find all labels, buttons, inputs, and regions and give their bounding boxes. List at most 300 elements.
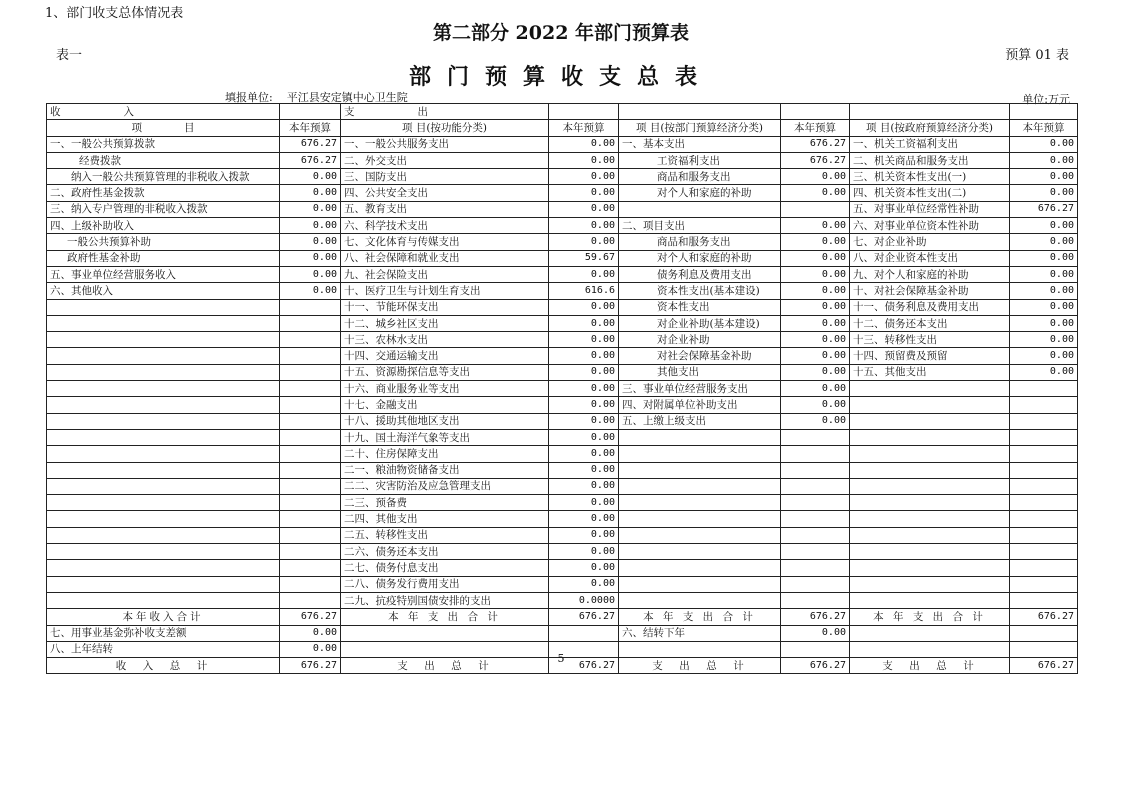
cell-income-budget: 0.00 — [280, 234, 341, 250]
cell-function-item: 十三、农林水支出 — [341, 332, 549, 348]
cell-income-item — [47, 332, 280, 348]
cell-gov-econ-budget: 0.00 — [1010, 266, 1078, 282]
section-header-row — [47, 104, 1078, 120]
table-row — [47, 576, 1078, 592]
cell-function-item: 二六、债务还本支出 — [341, 544, 549, 560]
cell-dept-econ-budget: 0.00 — [781, 413, 850, 429]
cell-gov-econ-item: 七、对企业补助 — [850, 234, 1010, 250]
cell-income-item: 六、其他收入 — [47, 283, 280, 299]
cell-function-item: 七、文化体育与传媒支出 — [341, 234, 549, 250]
cell-function-budget: 0.00 — [549, 315, 619, 331]
table-row — [47, 234, 1078, 250]
table-row — [47, 250, 1078, 266]
cell-dept-econ-item: 一、基本支出 — [619, 136, 781, 152]
cell-dept-econ-budget: 0.00 — [781, 315, 850, 331]
cell-dept-econ-item: 四、对附属单位补助支出 — [619, 397, 781, 413]
cell-gov-econ-budget — [1010, 462, 1078, 478]
cell-income-budget — [280, 511, 341, 527]
cell-income-item — [47, 478, 280, 494]
table-row — [47, 266, 1078, 282]
cell-dept-econ-item — [619, 495, 781, 511]
cell-dept-econ-item — [619, 511, 781, 527]
cell-dept-econ-item — [619, 429, 781, 445]
cell-gov-econ-item — [850, 544, 1010, 560]
cell-income-item — [47, 413, 280, 429]
cell-dept-econ-budget — [781, 544, 850, 560]
cell-gov-econ-budget — [1010, 397, 1078, 413]
table-number: 表一 — [56, 48, 83, 63]
cell-income-budget: 676.27 — [280, 136, 341, 152]
table-row — [47, 169, 1078, 185]
cell-gov-econ-budget: 676.27 — [1010, 658, 1078, 674]
cell-function-item — [341, 625, 549, 641]
cell-dept-econ-item: 对个人和家庭的补助 — [619, 185, 781, 201]
cell-dept-econ-item — [619, 576, 781, 592]
cell-function-item: 十八、援助其他地区支出 — [341, 413, 549, 429]
cell-income-item: 一般公共预算补助 — [47, 234, 280, 250]
cell-function-budget: 0.00 — [549, 152, 619, 168]
cell-dept-econ-item: 对个人和家庭的补助 — [619, 250, 781, 266]
document-heading: 1、部门收支总体情况表 — [45, 6, 184, 21]
cell-dept-econ-budget — [781, 201, 850, 217]
cell-income-item — [47, 462, 280, 478]
cell-gov-econ-budget: 0.00 — [1010, 315, 1078, 331]
cell-income-budget: 0.00 — [280, 185, 341, 201]
table-row — [47, 544, 1078, 560]
table-row — [47, 478, 1078, 494]
cell-gov-econ-item: 十二、债务还本支出 — [850, 315, 1010, 331]
cell-dept-econ-item: 对企业补助(基本建设) — [619, 315, 781, 331]
col-header-dept-econ-budget: 本年预算 — [781, 120, 850, 136]
cell-gov-econ-budget — [1010, 446, 1078, 462]
cell-income-budget — [280, 446, 341, 462]
cell-function-budget: 0.00 — [549, 266, 619, 282]
cell-function-budget: 0.00 — [549, 381, 619, 397]
table-row — [47, 462, 1078, 478]
cell-function-budget: 616.6 — [549, 283, 619, 299]
cell-function-item: 支 出 总 计 — [341, 658, 549, 674]
cell-income-item: 三、纳入专户管理的非税收入拨款 — [47, 201, 280, 217]
table-row — [47, 185, 1078, 201]
cell-gov-econ-item: 九、对个人和家庭的补助 — [850, 266, 1010, 282]
cell-gov-econ-budget: 0.00 — [1010, 185, 1078, 201]
cell-gov-econ-budget: 0.00 — [1010, 299, 1078, 315]
cell-gov-econ-item — [850, 625, 1010, 641]
table-row — [47, 446, 1078, 462]
table-row — [47, 315, 1078, 331]
cell-function-budget: 0.00 — [549, 511, 619, 527]
cell-function-budget: 0.00 — [549, 560, 619, 576]
cell-function-item: 十一、节能环保支出 — [341, 299, 549, 315]
cell-function-budget: 0.00 — [549, 495, 619, 511]
cell-dept-econ-item — [619, 446, 781, 462]
cell-function-budget — [549, 625, 619, 641]
table-row — [47, 511, 1078, 527]
col-header-income-budget: 本年预算 — [280, 120, 341, 136]
cell-dept-econ-item: 资本性支出(基本建设) — [619, 283, 781, 299]
cell-dept-econ-item: 债务利息及费用支出 — [619, 266, 781, 282]
cell-dept-econ-budget — [781, 560, 850, 576]
cell-dept-econ-item: 支 出 总 计 — [619, 658, 781, 674]
cell-gov-econ-budget — [1010, 495, 1078, 511]
cell-gov-econ-budget — [1010, 478, 1078, 494]
cell-gov-econ-budget — [1010, 544, 1078, 560]
cell-income-budget — [280, 332, 341, 348]
cell-dept-econ-budget: 0.00 — [781, 266, 850, 282]
cell-gov-econ-item: 四、机关资本性支出(二) — [850, 185, 1010, 201]
cell-gov-econ-item: 十、对社会保障基金补助 — [850, 283, 1010, 299]
cell-dept-econ-budget: 0.00 — [781, 397, 850, 413]
cell-function-item: 二九、抗疫特别国债安排的支出 — [341, 592, 549, 608]
cell-income-budget — [280, 495, 341, 511]
cell-gov-econ-item — [850, 413, 1010, 429]
cell-income-item — [47, 576, 280, 592]
cell-gov-econ-budget: 676.27 — [1010, 609, 1078, 625]
cell-function-budget: 0.00 — [549, 429, 619, 445]
cell-income-item — [47, 446, 280, 462]
cell-gov-econ-item: 五、对事业单位经常性补助 — [850, 201, 1010, 217]
cell-income-item: 一、一般公共预算拨款 — [47, 136, 280, 152]
cell-dept-econ-budget — [781, 592, 850, 608]
cell-income-budget — [280, 348, 341, 364]
cell-gov-econ-budget: 0.00 — [1010, 218, 1078, 234]
cell-dept-econ-budget: 0.00 — [781, 381, 850, 397]
cell-function-item: 一、一般公共服务支出 — [341, 136, 549, 152]
table-row — [47, 332, 1078, 348]
table-row — [47, 218, 1078, 234]
cell-function-item: 十五、资源勘探信息等支出 — [341, 364, 549, 380]
unit-label: 单位:万元 — [1022, 93, 1070, 106]
cell-income-item — [47, 348, 280, 364]
cell-income-budget — [280, 429, 341, 445]
cell-function-item: 十九、国土海洋气象等支出 — [341, 429, 549, 445]
cell-dept-econ-budget — [781, 478, 850, 494]
table-row — [47, 136, 1078, 152]
table-row — [47, 397, 1078, 413]
table-row — [47, 299, 1078, 315]
cell-function-budget: 0.00 — [549, 364, 619, 380]
cell-gov-econ-item — [850, 592, 1010, 608]
cell-income-item: 二、政府性基金拨款 — [47, 185, 280, 201]
cell-function-budget: 0.00 — [549, 348, 619, 364]
cell-income-budget — [280, 381, 341, 397]
cell-dept-econ-budget: 0.00 — [781, 364, 850, 380]
cell-gov-econ-budget — [1010, 576, 1078, 592]
cell-gov-econ-budget: 0.00 — [1010, 364, 1078, 380]
cell-function-item: 五、教育支出 — [341, 201, 549, 217]
cell-dept-econ-budget — [781, 462, 850, 478]
cell-gov-econ-budget — [1010, 429, 1078, 445]
cell-gov-econ-budget: 0.00 — [1010, 332, 1078, 348]
cell-function-item: 二四、其他支出 — [341, 511, 549, 527]
cell-gov-econ-budget: 0.00 — [1010, 152, 1078, 168]
cell-income-item — [47, 381, 280, 397]
cell-gov-econ-budget — [1010, 381, 1078, 397]
cell-gov-econ-item: 十一、债务利息及费用支出 — [850, 299, 1010, 315]
cell-gov-econ-budget — [1010, 413, 1078, 429]
cell-function-item: 十、医疗卫生与计划生育支出 — [341, 283, 549, 299]
cell-dept-econ-budget — [781, 576, 850, 592]
cell-income-item — [47, 397, 280, 413]
cell-dept-econ-item: 商品和服务支出 — [619, 234, 781, 250]
table-body — [47, 136, 1078, 674]
cell-income-budget — [280, 315, 341, 331]
cell-gov-econ-budget — [1010, 511, 1078, 527]
cell-gov-econ-budget: 0.00 — [1010, 234, 1078, 250]
cell-income-budget — [280, 364, 341, 380]
table-row — [47, 429, 1078, 445]
income-section-header: 收 入 — [47, 104, 280, 120]
cell-income-budget — [280, 592, 341, 608]
table-row — [47, 560, 1078, 576]
cell-gov-econ-item: 二、机关商品和服务支出 — [850, 152, 1010, 168]
cell-income-item — [47, 429, 280, 445]
cell-income-budget: 0.00 — [280, 201, 341, 217]
cell-function-budget: 0.00 — [549, 136, 619, 152]
cell-dept-econ-item — [619, 527, 781, 543]
expense-section-header: 支 出 — [341, 104, 549, 120]
cell-function-budget: 0.00 — [549, 527, 619, 543]
cell-gov-econ-item — [850, 495, 1010, 511]
cell-function-budget: 0.00 — [549, 332, 619, 348]
cell-gov-econ-item — [850, 462, 1010, 478]
col-header-dept-econ-item: 项 目(按部门预算经济分类) — [619, 120, 781, 136]
cell-dept-econ-item — [619, 201, 781, 217]
cell-gov-econ-budget: 0.00 — [1010, 283, 1078, 299]
budget-summary-table — [46, 103, 1078, 674]
cell-function-item: 二七、债务付息支出 — [341, 560, 549, 576]
cell-function-budget: 0.00 — [549, 299, 619, 315]
cell-dept-econ-budget: 0.00 — [781, 169, 850, 185]
cell-function-item: 二五、转移性支出 — [341, 527, 549, 543]
cell-dept-econ-item: 资本性支出 — [619, 299, 781, 315]
cell-function-item: 四、公共安全支出 — [341, 185, 549, 201]
table-row — [47, 413, 1078, 429]
cell-gov-econ-item: 本 年 支 出 合 计 — [850, 609, 1010, 625]
cell-income-item: 四、上级补助收入 — [47, 218, 280, 234]
cell-dept-econ-budget: 0.00 — [781, 283, 850, 299]
cell-dept-econ-budget: 0.00 — [781, 234, 850, 250]
cell-function-item: 二、外交支出 — [341, 152, 549, 168]
cell-income-item: 经费拨款 — [47, 152, 280, 168]
cell-dept-econ-budget: 676.27 — [781, 136, 850, 152]
cell-gov-econ-item: 十三、转移性支出 — [850, 332, 1010, 348]
cell-function-item: 九、社会保险支出 — [341, 266, 549, 282]
cell-dept-econ-budget: 676.27 — [781, 609, 850, 625]
filing-unit-label: 填报单位: — [225, 91, 273, 104]
cell-function-budget: 59.67 — [549, 250, 619, 266]
blank-cell — [1010, 104, 1078, 120]
cell-income-budget — [280, 413, 341, 429]
cell-dept-econ-item: 其他支出 — [619, 364, 781, 380]
cell-income-item — [47, 511, 280, 527]
cell-gov-econ-budget: 0.00 — [1010, 348, 1078, 364]
cell-dept-econ-item: 本 年 支 出 合 计 — [619, 609, 781, 625]
cell-function-budget: 0.00 — [549, 234, 619, 250]
cell-dept-econ-budget: 0.00 — [781, 250, 850, 266]
cell-income-item: 本年收入合计 — [47, 609, 280, 625]
cell-function-item: 二十、住房保障支出 — [341, 446, 549, 462]
col-header-income-item: 项 目 — [47, 120, 280, 136]
cell-dept-econ-budget — [781, 511, 850, 527]
cell-function-budget: 0.00 — [549, 462, 619, 478]
cell-function-budget: 676.27 — [549, 609, 619, 625]
table-row — [47, 625, 1078, 641]
cell-income-budget: 0.00 — [280, 266, 341, 282]
cell-income-budget — [280, 544, 341, 560]
cell-dept-econ-item: 商品和服务支出 — [619, 169, 781, 185]
cell-function-item: 十四、交通运输支出 — [341, 348, 549, 364]
cell-gov-econ-budget: 0.00 — [1010, 250, 1078, 266]
table-row — [47, 201, 1078, 217]
cell-dept-econ-budget: 0.00 — [781, 348, 850, 364]
cell-gov-econ-budget: 0.00 — [1010, 169, 1078, 185]
cell-dept-econ-item — [619, 592, 781, 608]
cell-gov-econ-item: 八、对企业资本性支出 — [850, 250, 1010, 266]
cell-dept-econ-item — [619, 560, 781, 576]
cell-dept-econ-budget: 676.27 — [781, 152, 850, 168]
cell-income-budget — [280, 299, 341, 315]
cell-gov-econ-item — [850, 478, 1010, 494]
main-title: 部门预算收支总表 — [408, 64, 713, 90]
cell-income-item — [47, 364, 280, 380]
cell-gov-econ-budget — [1010, 527, 1078, 543]
cell-dept-econ-item — [619, 478, 781, 494]
cell-function-item: 十二、城乡社区支出 — [341, 315, 549, 331]
cell-function-item: 二三、预备费 — [341, 495, 549, 511]
table-row — [47, 364, 1078, 380]
column-header-row — [47, 120, 1078, 136]
cell-function-item: 十七、金融支出 — [341, 397, 549, 413]
cell-gov-econ-item — [850, 576, 1010, 592]
cell-gov-econ-budget — [1010, 592, 1078, 608]
cell-income-item — [47, 592, 280, 608]
cell-dept-econ-budget: 0.00 — [781, 332, 850, 348]
cell-function-item: 二二、灾害防治及应急管理支出 — [341, 478, 549, 494]
cell-function-item: 十六、商业服务业等支出 — [341, 381, 549, 397]
col-header-gov-econ-budget: 本年预算 — [1010, 120, 1078, 136]
cell-income-budget — [280, 462, 341, 478]
cell-function-budget: 0.00 — [549, 201, 619, 217]
col-header-gov-econ-item: 项 目(按政府预算经济分类) — [850, 120, 1010, 136]
cell-dept-econ-item: 二、项目支出 — [619, 218, 781, 234]
cell-income-item — [47, 544, 280, 560]
page-number: 5 — [557, 652, 565, 665]
cell-dept-econ-budget — [781, 429, 850, 445]
table-row — [47, 348, 1078, 364]
cell-income-budget — [280, 397, 341, 413]
cell-income-item — [47, 495, 280, 511]
cell-dept-econ-item: 六、结转下年 — [619, 625, 781, 641]
cell-income-item — [47, 315, 280, 331]
cell-gov-econ-item: 十五、其他支出 — [850, 364, 1010, 380]
cell-gov-econ-item — [850, 397, 1010, 413]
cell-income-item: 纳入一般公共预算管理的非税收入拨款 — [47, 169, 280, 185]
cell-income-item — [47, 299, 280, 315]
cell-income-item: 收 入 总 计 — [47, 658, 280, 674]
cell-income-budget: 0.00 — [280, 218, 341, 234]
cell-gov-econ-item — [850, 446, 1010, 462]
cell-income-budget: 0.00 — [280, 641, 341, 657]
cell-income-budget: 0.00 — [280, 169, 341, 185]
cell-function-item: 二八、债务发行费用支出 — [341, 576, 549, 592]
table-row — [47, 609, 1078, 625]
cell-dept-econ-item: 五、上缴上级支出 — [619, 413, 781, 429]
filing-unit-value: 平江县安定镇中心卫生院 — [286, 91, 408, 104]
cell-gov-econ-budget — [1010, 625, 1078, 641]
blank-cell — [549, 104, 619, 120]
cell-function-item: 二一、粮油物资储备支出 — [341, 462, 549, 478]
cell-function-budget: 0.00 — [549, 446, 619, 462]
cell-dept-econ-budget — [781, 446, 850, 462]
table-row — [47, 152, 1078, 168]
cell-gov-econ-item — [850, 511, 1010, 527]
cell-gov-econ-item — [850, 527, 1010, 543]
cell-income-budget: 676.27 — [280, 152, 341, 168]
cell-function-item: 六、科学技术支出 — [341, 218, 549, 234]
cell-function-budget: 0.00 — [549, 576, 619, 592]
cell-gov-econ-item — [850, 560, 1010, 576]
budget-table-number: 预算 01 表 — [1005, 48, 1069, 63]
cell-function-budget: 0.00 — [549, 544, 619, 560]
cell-income-budget — [280, 560, 341, 576]
cell-gov-econ-item: 三、机关资本性支出(一) — [850, 169, 1010, 185]
cell-gov-econ-budget: 676.27 — [1010, 201, 1078, 217]
cell-income-budget: 676.27 — [280, 658, 341, 674]
cell-income-item: 政府性基金补助 — [47, 250, 280, 266]
cell-function-budget: 0.0000 — [549, 592, 619, 608]
cell-dept-econ-budget: 0.00 — [781, 218, 850, 234]
cell-dept-econ-item: 对社会保障基金补助 — [619, 348, 781, 364]
table-row — [47, 592, 1078, 608]
cell-dept-econ-item — [619, 462, 781, 478]
blank-cell — [280, 104, 341, 120]
cell-function-budget: 0.00 — [549, 185, 619, 201]
cell-gov-econ-item: 一、机关工资福利支出 — [850, 136, 1010, 152]
blank-cell — [850, 104, 1010, 120]
cell-gov-econ-item — [850, 381, 1010, 397]
part-title: 第二部分 2022 年部门预算表 — [432, 22, 690, 44]
cell-dept-econ-budget — [781, 527, 850, 543]
cell-gov-econ-item — [850, 429, 1010, 445]
cell-function-budget: 0.00 — [549, 478, 619, 494]
cell-income-item: 五、事业单位经营服务收入 — [47, 266, 280, 282]
cell-income-item — [47, 560, 280, 576]
cell-function-budget: 0.00 — [549, 218, 619, 234]
cell-gov-econ-budget: 0.00 — [1010, 136, 1078, 152]
col-header-function-item: 项 目(按功能分类) — [341, 120, 549, 136]
cell-income-item — [47, 527, 280, 543]
cell-function-item: 八、社会保障和就业支出 — [341, 250, 549, 266]
cell-function-budget: 0.00 — [549, 397, 619, 413]
cell-dept-econ-budget: 0.00 — [781, 185, 850, 201]
cell-function-item: 三、国防支出 — [341, 169, 549, 185]
cell-dept-econ-item: 对企业补助 — [619, 332, 781, 348]
cell-dept-econ-budget: 0.00 — [781, 625, 850, 641]
cell-income-budget — [280, 576, 341, 592]
cell-dept-econ-budget: 0.00 — [781, 299, 850, 315]
cell-function-budget: 0.00 — [549, 169, 619, 185]
cell-dept-econ-budget: 676.27 — [781, 658, 850, 674]
cell-function-item: 本 年 支 出 合 计 — [341, 609, 549, 625]
cell-dept-econ-item — [619, 544, 781, 560]
cell-income-budget: 0.00 — [280, 625, 341, 641]
table-row — [47, 283, 1078, 299]
cell-dept-econ-budget — [781, 495, 850, 511]
cell-income-budget: 676.27 — [280, 609, 341, 625]
table-row — [47, 381, 1078, 397]
cell-gov-econ-item: 十四、预留费及预留 — [850, 348, 1010, 364]
